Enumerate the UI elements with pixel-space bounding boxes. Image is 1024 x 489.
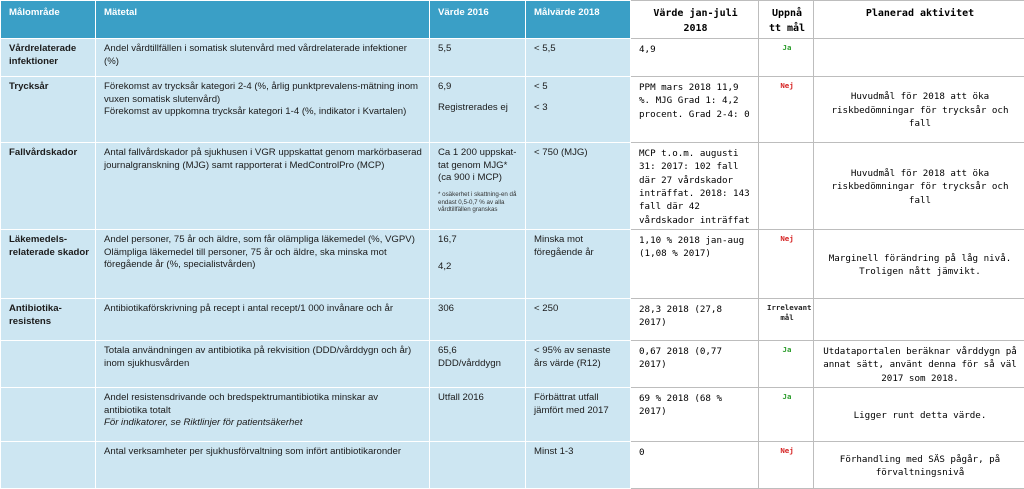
status-badge: Irrelevant mål [767,303,807,322]
col-header-matetal: Mätetal [96,1,430,39]
row-value-2016 [430,442,526,489]
row-measure: Antal fallvårdskador på sjukhusen i VGR uppskattat genom markörbaserad journalgranskning (MJG) samt rapporterat i MedControlPro (MCP) [96,143,430,230]
col-header-malvarde-2018: Målvärde 2018 [526,1,631,39]
status-badge: Ja [767,392,807,402]
row-activity [814,39,1024,77]
row-target-2018: < 250 [526,299,631,341]
row-value-2016: 5,5 [430,39,526,77]
header-row [1,1,1024,39]
row-value-jan-juli: PPM mars 2018 11,9 %. MJG Grad 1: 4,2 procent. Grad 2-4: 0 [631,77,759,143]
row-status-cell [759,230,814,299]
row-area: Trycksår [1,77,96,143]
table-row [1,143,1024,230]
row-value-jan-juli: 1,10 % 2018 jan-aug (1,08 % 2017) [631,230,759,299]
col-header-uppnatt-mal: Uppnå tt mål [759,1,814,39]
row-measure: Antibiotikaförskrivning på recept i antal recept/1 000 invånare och år [96,299,430,341]
col-header-varde-jan-juli: Värde jan-juli 2018 [631,1,759,39]
row-measure: Andel vårdtillfällen i somatisk slutenvård med vårdrelaterade infektioner (%) [96,39,430,77]
row-value-2016 [430,230,526,299]
row-value-2016: 65,6 DDD/vårddygn [430,341,526,388]
status-badge: Nej [767,446,807,456]
row-measure: Totala användningen av antibiotika på rekvisition (DDD/vårddygn och år) inom sjukhusvården [96,341,430,388]
table-row [1,442,1024,489]
table-row [1,39,1024,77]
row-target-2018: Minska mot föregående år [526,230,631,299]
row-value-2016: Utfall 2016 [430,388,526,442]
row-area: Vårdrelaterade infektioner [1,39,96,77]
row-activity: Huvudmål för 2018 att öka riskbedömningar för trycksår och fall [814,77,1024,143]
row-status-cell [759,388,814,442]
row-area [1,341,96,388]
row-target-2018: Minst 1-3 [526,442,631,489]
row-value-2016 [430,143,526,230]
row-value-jan-juli: 28,3 2018 (27,8 2017) [631,299,759,341]
row-target-2018 [526,77,631,143]
row-target-2018: Förbättrat utfall jämfört med 2017 [526,388,631,442]
row-value-jan-juli: MCP t.o.m. augusti 31: 2017: 102 fall där 27 vårdskador inträffat. 2018: 143 fall där 42 vårdskador inträffat [631,143,759,230]
target-a: < 5 [534,81,548,92]
row-activity [814,299,1024,341]
status-badge: Ja [767,43,807,53]
status-badge: Ja [767,345,807,355]
row-target-2018: < 5,5 [526,39,631,77]
row-measure [96,388,430,442]
row-activity: Marginell förändring på låg nivå. Troligen nått jämvikt. [814,230,1024,299]
measure-a: Andel personer, 75 år och äldre, som får olämpliga läkemedel (%, VGPV) [104,234,415,245]
row-status-cell [759,77,814,143]
value-2016-a: 6,9 [438,81,451,92]
row-measure [96,77,430,143]
row-status-cell [759,341,814,388]
value-2016: Ca 1 200 uppskat-tat genom MJG* (ca 900 i MCP) [438,147,516,183]
row-status-cell [759,442,814,489]
value-2016-a: 16,7 [438,234,457,245]
row-area [1,442,96,489]
row-status-cell [759,143,814,230]
table-row [1,341,1024,388]
measure-a: Förekomst av trycksår kategori 2-4 (%, årlig punktprevalens-mätning inom vuxen somatisk slutenvård) [104,81,418,105]
row-activity: Förhandling med SÄS pågår, på förvaltningsnivå [814,442,1024,489]
target-b: < 3 [534,102,548,113]
row-activity: Huvudmål för 2018 att öka riskbedömningar för trycksår och fall [814,143,1024,230]
row-area: Antibiotika-resistens [1,299,96,341]
col-header-varde-2016: Värde 2016 [430,1,526,39]
row-area: Fallvårdskador [1,143,96,230]
table-row [1,388,1024,442]
row-status-cell [759,39,814,77]
measure-note: För indikatorer, se Riktlinjer för patientsäkerhet [104,417,302,428]
row-value-jan-juli: 0 [631,442,759,489]
row-measure [96,230,430,299]
status-badge: Nej [767,81,807,91]
row-activity: Ligger runt detta värde. [814,388,1024,442]
measure-text: Andel resistensdrivande och bredspektrumantibiotika minskar av antibiotika totalt [104,392,378,416]
row-area [1,388,96,442]
row-status-cell [759,299,814,341]
measure-b: Olämpliga läkemedel till personer, 75 år och äldre, ska minska mot föregående år (%, specialistvården) [104,247,387,271]
value-2016-b: 4,2 [438,261,451,272]
row-activity: Utdataportalen beräknar vårddygn på annat sätt, använt denna för så väl 2017 som 2018. [814,341,1024,388]
value-2016-footnote: * osäkerhet i skattning-en då endast 0,5-0,7 % av alla vårdtillfällen granskas [438,191,519,214]
row-target-2018: < 750 (MJG) [526,143,631,230]
row-value-jan-juli: 4,9 [631,39,759,77]
row-target-2018: < 95% av senaste års värde (R12) [526,341,631,388]
row-value-2016 [430,77,526,143]
value-2016-b: Registrerades ej [438,102,508,113]
row-value-jan-juli: 69 % 2018 (68 % 2017) [631,388,759,442]
col-header-malomrade: Målområde [1,1,96,39]
row-value-jan-juli: 0,67 2018 (0,77 2017) [631,341,759,388]
measure-b: Förekomst av uppkomna trycksår kategori 1-4 (%, indikator i Kvartalen) [104,106,406,117]
row-area: Läkemedels-relaterade skador [1,230,96,299]
status-badge: Nej [767,234,807,244]
table-row [1,230,1024,299]
col-header-planerad-aktivitet: Planerad aktivitet [814,1,1024,39]
row-value-2016: 306 [430,299,526,341]
table-row [1,299,1024,341]
table-row [1,77,1024,143]
row-measure: Antal verksamheter per sjukhusförvaltning som infört antibiotikaronder [96,442,430,489]
